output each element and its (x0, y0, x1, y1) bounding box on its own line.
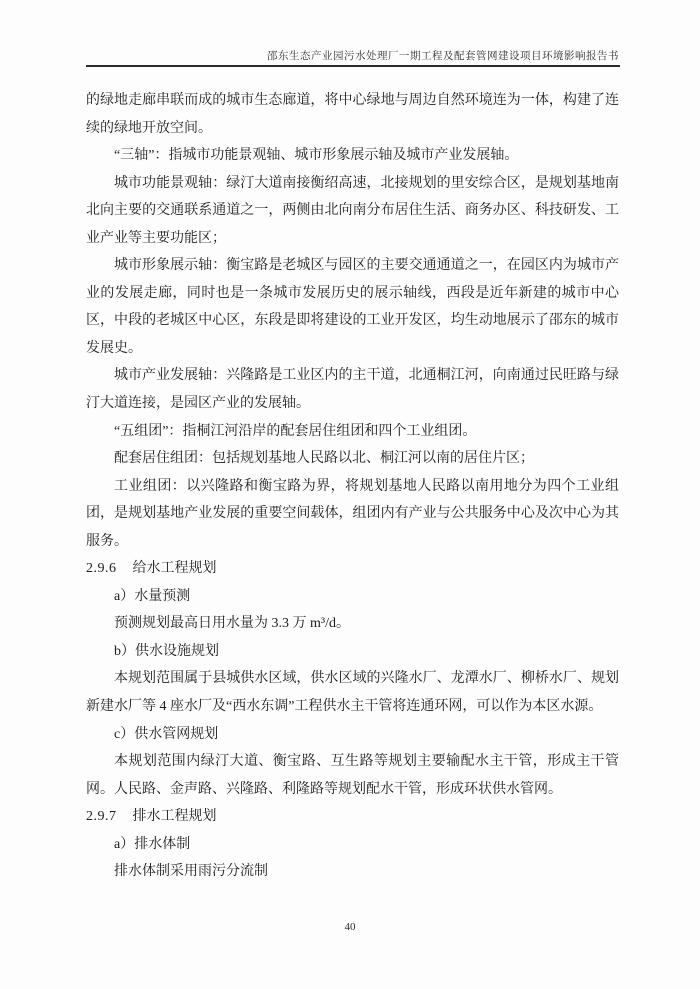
section-heading-2-9-7 (86, 803, 619, 831)
section-heading-2-9-6 (86, 555, 619, 583)
header-rule (86, 65, 620, 67)
paragraph: 城市产业发展轴：兴隆路是工业区内的主干道，北通桐江河，向南通过民旺路与绿汀大道连接，是园区产业的发展轴。 (86, 368, 619, 412)
section-title: 给水工程规划 (132, 561, 217, 577)
section-number: 2.9.7 (86, 809, 117, 825)
paragraph: 本规划范围属于县城供水区域，供水区域的兴隆水厂、龙潭水厂、柳桥水厂、规划新建水厂等 4 座水厂及“西水东调”工程供水主干管将连通环网，可以作为本区水源。 (86, 671, 619, 715)
paragraph: 城市功能景观轴：绿汀大道南接衡绍高速，北接规划的里安综合区，是规划基地南北向主要的交通联系通道之一，两侧由北向南分布居住生活、商务办区、科技研发、工业产业等主要功能区； (86, 175, 619, 246)
paragraph: 的绿地走廊串联而成的城市生态廊道，将中心绿地与周边自然环境连为一体，构建了连续的绿地开放空间。 (86, 93, 619, 136)
page-number: 40 (344, 921, 356, 933)
document-body (86, 87, 619, 886)
list-item-label: a）水量预测 (114, 588, 191, 604)
paragraph: 本规划范围内绿汀大道、衡宝路、互生路等规划主要输配水主干管，形成主干管网。人民路、金声路、兴隆路、利隆路等规划配水干管，形成环状供水管网。 (86, 754, 619, 797)
list-item-label: c）供水管网规划 (114, 726, 219, 742)
section-title: 排水工程规划 (132, 809, 217, 825)
list-item-label: b）供水设施规划 (114, 643, 219, 659)
paragraph: 配套居住组团：包括规划基地人民路以北、桐江河以南的居住片区； (114, 451, 534, 467)
section-number: 2.9.6 (86, 561, 117, 577)
paragraph: 城市形象展示轴：衡宝路是老城区与园区的主要交通通道之一，在园区内为城市产业的发展走廊，同时也是一条城市发展历史的展示轴线，西段是近年新建的城市中心区，中段的老城区中心区，东段是即将建设的工业开发区，均生动地展示了邵东的城市发展史。 (86, 258, 619, 356)
paragraph: 排水体制采用雨污分流制 (114, 864, 268, 880)
paragraph: “三轴”：指城市功能景观轴、城市形象展示轴及城市产业发展轴。 (114, 148, 519, 164)
paragraph: 预测规划最高日用水量为 3.3 万 m³/d。 (114, 616, 350, 632)
list-item-label: a）排水体制 (114, 836, 191, 852)
paragraph: 工业组团：以兴隆路和衡宝路为界，将规划基地人民路以南用地分为四个工业组团，是规划基地产业发展的重要空间载体，组团内有产业与公共服务中心及次中心为其服务。 (86, 478, 619, 549)
paragraph: “五组团”：指桐江河沿岸的配套居住组团和四个工业组团。 (114, 423, 477, 439)
running-header-title: 邵东生态产业园污水处理厂一期工程及配套管网建设项目环境影响报告书 (267, 51, 619, 62)
